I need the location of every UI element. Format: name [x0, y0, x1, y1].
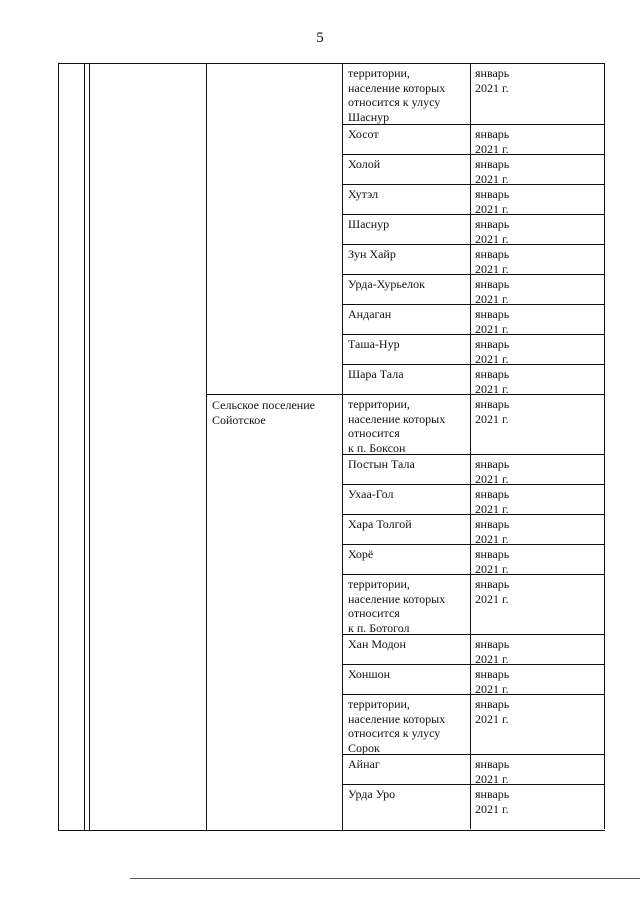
row-divider: [342, 304, 605, 305]
row-divider: [342, 364, 605, 365]
table-border-left: [58, 63, 59, 831]
territory-cell: Шаснур: [348, 217, 390, 231]
territory-cell: территории, население которых относится к п. Боксон: [348, 397, 446, 456]
date-cell: январь 2021 г.: [475, 667, 510, 696]
page-number: 5: [316, 30, 324, 46]
date-cell: январь 2021 г.: [475, 757, 510, 786]
row-divider: [342, 514, 605, 515]
date-cell: январь 2021 г.: [475, 397, 510, 426]
date-cell: январь 2021 г.: [475, 127, 510, 156]
row-divider: [342, 664, 605, 665]
date-cell: январь 2021 г.: [475, 697, 510, 726]
table-border-top: [58, 63, 605, 64]
date-cell: январь 2021 г.: [475, 487, 510, 516]
territory-cell: территории, население которых относится к п. Ботогол: [348, 577, 446, 636]
territory-cell: Хара Толгой: [348, 517, 412, 531]
row-divider: [342, 694, 605, 695]
territory-cell: Хоншон: [348, 667, 390, 681]
row-divider: [342, 214, 605, 215]
settlement-name: Сельское поселение Сойотское: [212, 398, 315, 427]
row-divider: [342, 574, 605, 575]
column-divider: [89, 63, 90, 831]
date-cell: январь 2021 г.: [475, 367, 510, 396]
row-divider: [342, 334, 605, 335]
territory-cell: Зун Хайр: [348, 247, 396, 261]
date-cell: январь 2021 г.: [475, 547, 510, 576]
territory-cell: Хосот: [348, 127, 379, 141]
date-cell: январь 2021 г.: [475, 187, 510, 216]
column-divider: [206, 63, 207, 831]
row-divider: [342, 244, 605, 245]
date-cell: январь 2021 г.: [475, 787, 510, 816]
territory-cell: Хан Модон: [348, 637, 406, 651]
territory-cell: территории, население которых относится к улусу Сорок: [348, 697, 446, 756]
row-divider: [342, 784, 605, 785]
territory-cell: Таша-Нур: [348, 337, 400, 351]
territory-cell: Урда Уро: [348, 787, 396, 801]
column-divider: [84, 63, 85, 831]
territory-cell: территории, население которых относится к улусу Шаснур: [348, 66, 446, 125]
date-cell: январь 2021 г.: [475, 217, 510, 246]
territory-cell: Шара Тала: [348, 367, 404, 381]
territory-cell: Постын Тала: [348, 457, 415, 471]
date-cell: январь 2021 г.: [475, 307, 510, 336]
date-cell: январь 2021 г.: [475, 637, 510, 666]
scan-edge-line: [130, 878, 640, 879]
date-cell: январь 2021 г.: [475, 277, 510, 306]
table-border-right: [604, 63, 605, 829]
date-cell: январь 2021 г.: [475, 247, 510, 276]
territory-cell: Хутэл: [348, 187, 379, 201]
row-divider: [342, 154, 605, 155]
row-divider: [342, 484, 605, 485]
territory-cell: Холой: [348, 157, 381, 171]
territory-cell: Урда-Хурьелок: [348, 277, 425, 291]
column-divider: [470, 63, 471, 829]
date-cell: январь 2021 г.: [475, 66, 510, 95]
territory-cell: Ухаа-Гол: [348, 487, 394, 501]
column-divider: [342, 63, 343, 831]
date-cell: январь 2021 г.: [475, 157, 510, 186]
row-divider: [342, 184, 605, 185]
row-divider: [342, 544, 605, 545]
date-cell: январь 2021 г.: [475, 457, 510, 486]
table-border-bottom: [58, 830, 605, 831]
date-cell: январь 2021 г.: [475, 517, 510, 546]
territory-cell: Хорё: [348, 547, 374, 561]
date-cell: январь 2021 г.: [475, 577, 510, 606]
date-cell: январь 2021 г.: [475, 337, 510, 366]
section-divider: [206, 394, 605, 395]
territory-cell: Айнаг: [348, 757, 380, 771]
row-divider: [342, 274, 605, 275]
territory-cell: Андаган: [348, 307, 392, 321]
